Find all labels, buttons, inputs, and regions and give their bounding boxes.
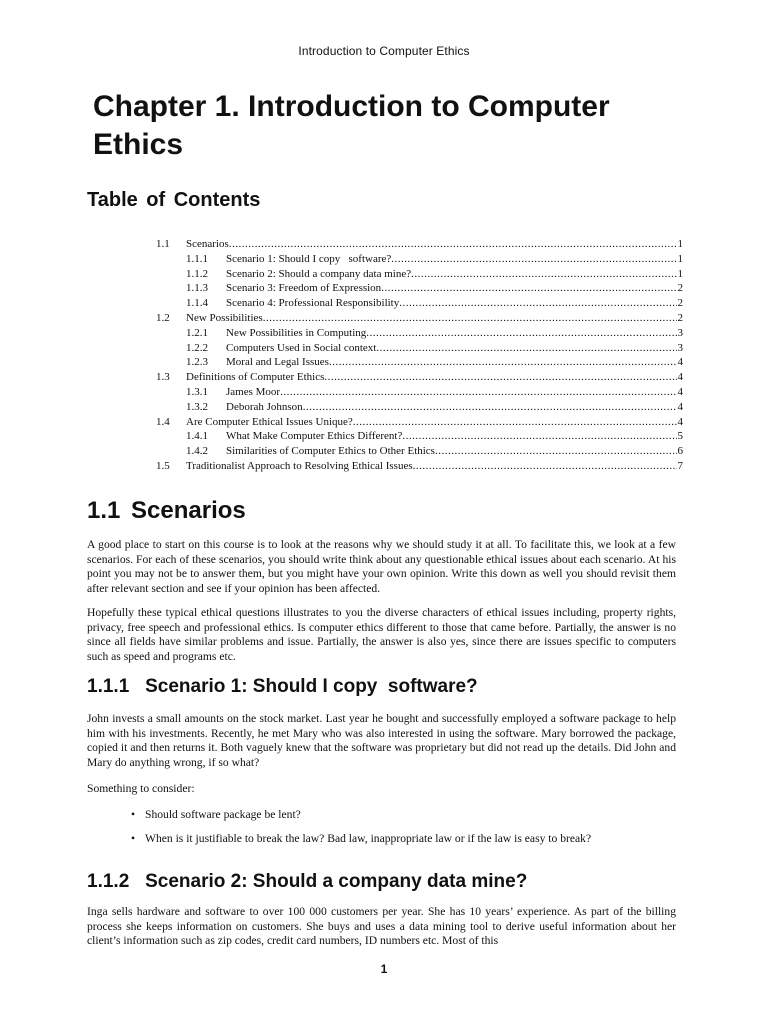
toc-entry-page: 1	[677, 252, 683, 265]
toc-entry-title: Definitions of Computer Ethics	[186, 371, 325, 384]
section-heading-1-1: 1.1 Scenarios	[87, 497, 246, 524]
toc-dot-leader	[353, 415, 677, 430]
toc-entry-title: New Possibilities in Computing	[226, 326, 367, 339]
toc-entry-title: Scenarios	[186, 238, 229, 250]
toc-entry-page: 1	[677, 238, 683, 250]
toc-entry-title: Scenario 3: Freedom of Expression	[226, 282, 382, 295]
toc-entry-title: Are Computer Ethical Issues Unique?	[186, 415, 353, 428]
toc-entry-title: Computers Used in Social context	[226, 341, 377, 354]
toc-dot-leader	[303, 400, 677, 415]
toc-entry-number: 1.4	[156, 415, 170, 428]
toc-dot-leader	[413, 459, 677, 474]
toc-dot-leader	[263, 311, 677, 326]
toc-dot-leader	[402, 429, 676, 444]
toc-entry[interactable]	[156, 370, 683, 385]
toc-entry-title: Scenario 4: Professional Responsibility	[226, 297, 400, 310]
section-heading-1-1-2: 1.1.2 Scenario 2: Should a company data mine?	[87, 871, 528, 892]
page-number: 1	[380, 962, 388, 976]
toc-entry[interactable]	[156, 326, 683, 341]
toc-dot-leader	[366, 326, 676, 341]
toc-entry-title: Moral and Legal Issues	[226, 356, 329, 369]
scenarios-paragraph-2: Hopefully these typical ethical questions illustrates to you the diverse characters of ethical issues including, property rights, privacy, free speech and professional ethics. Is computer ethics different to those that came before. Partially, the answer is no since all fields have similar problems and issue. Partially, the answer is also yes, since there are issues specific to computers such as speed and programs etc.	[87, 606, 676, 663]
toc-entry-number: 1.2.2	[186, 341, 208, 354]
toc-dot-leader	[399, 296, 676, 311]
section-heading-1-1-1: 1.1.1 Scenario 1: Should I copy software?	[87, 676, 478, 697]
running-header: Introduction to Computer Ethics	[298, 44, 470, 58]
toc-entry-number: 1.2.1	[186, 326, 208, 339]
toc-entry-page: 5	[677, 430, 683, 443]
toc-entry-number: 1.2.3	[186, 356, 208, 369]
toc-entry-number: 1.2	[156, 311, 170, 324]
consider-bullet-list	[131, 808, 691, 856]
toc-entry-title: Similarities of Computer Ethics to Other Ethics	[226, 445, 435, 458]
toc-entry[interactable]	[156, 400, 683, 415]
something-to-consider-label: Something to consider:	[87, 782, 195, 795]
toc-entry[interactable]	[156, 355, 683, 370]
toc-entry-page: 4	[677, 400, 683, 413]
toc-entry-number: 1.3	[156, 371, 170, 384]
toc-entry-page: 2	[677, 282, 683, 295]
toc-dot-leader	[280, 385, 676, 400]
toc-dot-leader	[376, 341, 676, 356]
toc-heading: Table of Contents	[87, 189, 261, 211]
toc-entry[interactable]	[156, 415, 683, 430]
toc-entry-page: 4	[677, 385, 683, 398]
toc-dot-leader	[391, 252, 676, 267]
toc-entry-title: What Make Computer Ethics Different?	[226, 430, 403, 443]
toc-entry[interactable]	[156, 267, 683, 282]
toc-entry[interactable]	[156, 341, 683, 356]
toc-entry-page: 2	[677, 297, 683, 310]
chapter-title: Chapter 1. Introduction to Computer Ethics	[93, 90, 610, 161]
toc-dot-leader	[229, 237, 677, 252]
scenarios-paragraph-1: A good place to start on this course is to look at the reasons why we should study it at all. To facilitate this, we look at a few scenarios. For each of these scenarios, you should write think about any questionable ethical issues about each scenario. At his point you may not be to answer them, but you might have your own opinion. Write this down as well you should revisit them after relevant section and see if your opinion has been affected.	[87, 538, 676, 595]
toc-entry-number: 1.3.1	[186, 385, 208, 398]
toc-entry-page: 1	[677, 267, 683, 280]
toc-entry-number: 1.1.3	[186, 282, 208, 295]
toc-entry-page: 4	[677, 371, 683, 384]
toc-dot-leader	[435, 444, 677, 459]
toc-entry-title: Scenario 1: Should I copy software?	[226, 252, 392, 265]
toc-entry-page: 4	[677, 415, 683, 428]
toc-entry-title: Scenario 2: Should a company data mine?	[226, 267, 412, 280]
toc-dot-leader	[381, 281, 676, 296]
toc-dot-leader	[329, 355, 677, 370]
scenario-2-paragraph: Inga sells hardware and software to over 100 000 customers per year. She has 10 years’ experience. As part of the billing process she keeps information on customers. She buys and uses a data mining tool to derive useful information about her client’s information such as zip codes, credit card numbers, ID numbers etc. Most of this	[87, 905, 676, 948]
bullet-item: • When is it justifiable to break the law? Bad law, inappropriate law or if the law is easy to break?	[131, 832, 691, 845]
toc-dot-leader	[324, 370, 676, 385]
toc-entry[interactable]	[156, 311, 683, 326]
toc-entry[interactable]	[156, 281, 683, 296]
bullet-item: • Should software package be lent?	[131, 808, 691, 821]
toc-entry-title: Traditionalist Approach to Resolving Ethical Issues	[186, 459, 413, 472]
toc-entry-title: New Possibilities	[186, 311, 263, 324]
toc-entry[interactable]	[156, 237, 683, 252]
toc-entry[interactable]	[156, 459, 683, 474]
toc-entry-number: 1.1.2	[186, 267, 208, 280]
toc-entry-number: 1.4.1	[186, 430, 208, 443]
toc-entry-page: 3	[677, 326, 683, 339]
toc-entry-page: 4	[677, 356, 683, 369]
toc-entry-number: 1.1.4	[186, 297, 208, 310]
toc-entry-number: 1.4.2	[186, 445, 208, 458]
toc-entry-page: 6	[677, 445, 683, 458]
toc-entry[interactable]	[156, 444, 683, 459]
toc-entry[interactable]	[156, 296, 683, 311]
toc-entry-page: 7	[677, 459, 683, 472]
toc-entry[interactable]	[156, 429, 683, 444]
table-of-contents	[156, 237, 683, 474]
toc-dot-leader	[411, 267, 676, 282]
scenario-1-paragraph: John invests a small amounts on the stock market. Last year he bought and successfully employed a software package to help him with his investments. Recently, he met Mary who was also interested in using the software. Mary borrowed the package, copied it and then returns it. Both vaguely knew that the software was proprietary but did not read up the details. Did John and Mary do anything wrong, if so what?	[87, 712, 676, 769]
toc-entry[interactable]	[156, 385, 683, 400]
toc-entry-number: 1.3.2	[186, 400, 208, 413]
toc-entry-page: 3	[677, 341, 683, 354]
toc-entry-number: 1.1	[156, 238, 170, 250]
toc-entry-title: Deborah Johnson	[226, 400, 303, 413]
toc-entry-number: 1.1.1	[186, 252, 208, 265]
toc-entry[interactable]	[156, 252, 683, 267]
toc-entry-title: James Moor	[226, 385, 281, 398]
toc-entry-number: 1.5	[156, 459, 170, 472]
toc-entry-page: 2	[677, 311, 683, 324]
